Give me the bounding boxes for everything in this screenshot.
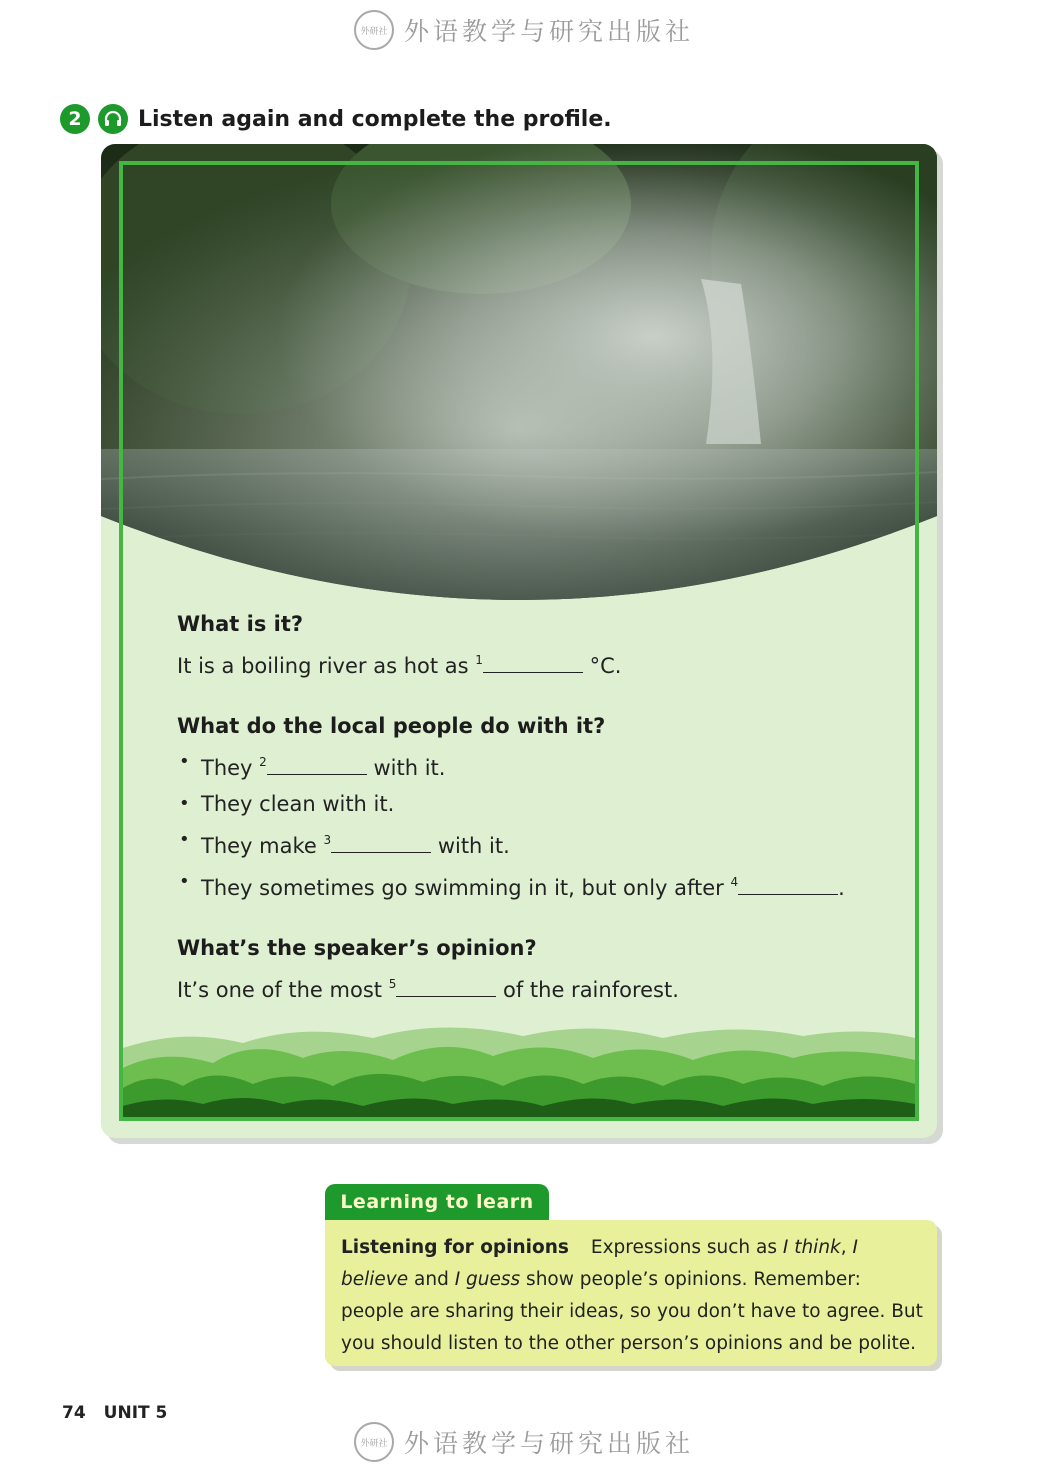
bullet-item-1: • They $^2$ with it. <box>177 744 897 786</box>
boiling-river-photo <box>101 144 937 604</box>
headphones-icon[interactable] <box>98 104 128 134</box>
page-footer <box>62 1403 167 1423</box>
publisher-name: 外语教学与研究出版社 <box>403 17 694 46</box>
answer-line-1: It is a boiling river as hot as $^1$ °C. <box>177 653 622 678</box>
blank-field-4[interactable] <box>738 873 838 895</box>
task-instruction: Listen again and complete the profile. <box>138 106 612 132</box>
profile-card <box>101 144 937 1138</box>
blank-field-3[interactable] <box>331 831 431 853</box>
publisher-watermark-bottom <box>0 1422 1048 1462</box>
learning-to-learn-tab: Learning to learn <box>325 1184 549 1220</box>
publisher-watermark-top <box>0 10 1048 50</box>
task-header <box>60 104 612 134</box>
blank-field-1[interactable] <box>483 651 583 673</box>
publisher-seal-icon: 外研社 <box>354 10 394 50</box>
jungle-silhouette <box>123 1008 915 1118</box>
unit-label: UNIT 5 <box>103 1403 168 1423</box>
profile-content <box>177 606 897 1008</box>
question-1: What is it? <box>177 612 304 636</box>
page-number: 74 <box>62 1403 86 1423</box>
blank-field-2[interactable] <box>267 753 367 775</box>
task-number-badge: 2 <box>60 104 90 134</box>
publisher-name: 外语教学与研究出版社 <box>403 1429 694 1458</box>
blank-field-5[interactable] <box>396 975 496 997</box>
bullet-item-3: • They make $^3$ with it. <box>177 822 897 864</box>
bullet-item-2: • They clean with it. <box>177 786 897 822</box>
answer-line-3: It’s one of the most $^5$ of the rainforest. <box>177 977 679 1002</box>
question-2: What do the local people do with it? <box>177 714 606 738</box>
tip-heading: Listening for opinions <box>341 1237 569 1258</box>
bullet-item-4: • They sometimes go swimming in it, but only after $^4$ . <box>177 864 897 906</box>
question-3: What’s the speaker’s opinion? <box>177 936 537 960</box>
publisher-seal-icon: 外研社 <box>354 1422 394 1462</box>
learning-to-learn-box: Listening for opinions Expressions such as I think, I believe and I guess show people’s opinions. Remember: people are sharing their ideas, so you don’t have to agree. But you should listen to the other person’s opinions and be polite. <box>325 1220 937 1366</box>
